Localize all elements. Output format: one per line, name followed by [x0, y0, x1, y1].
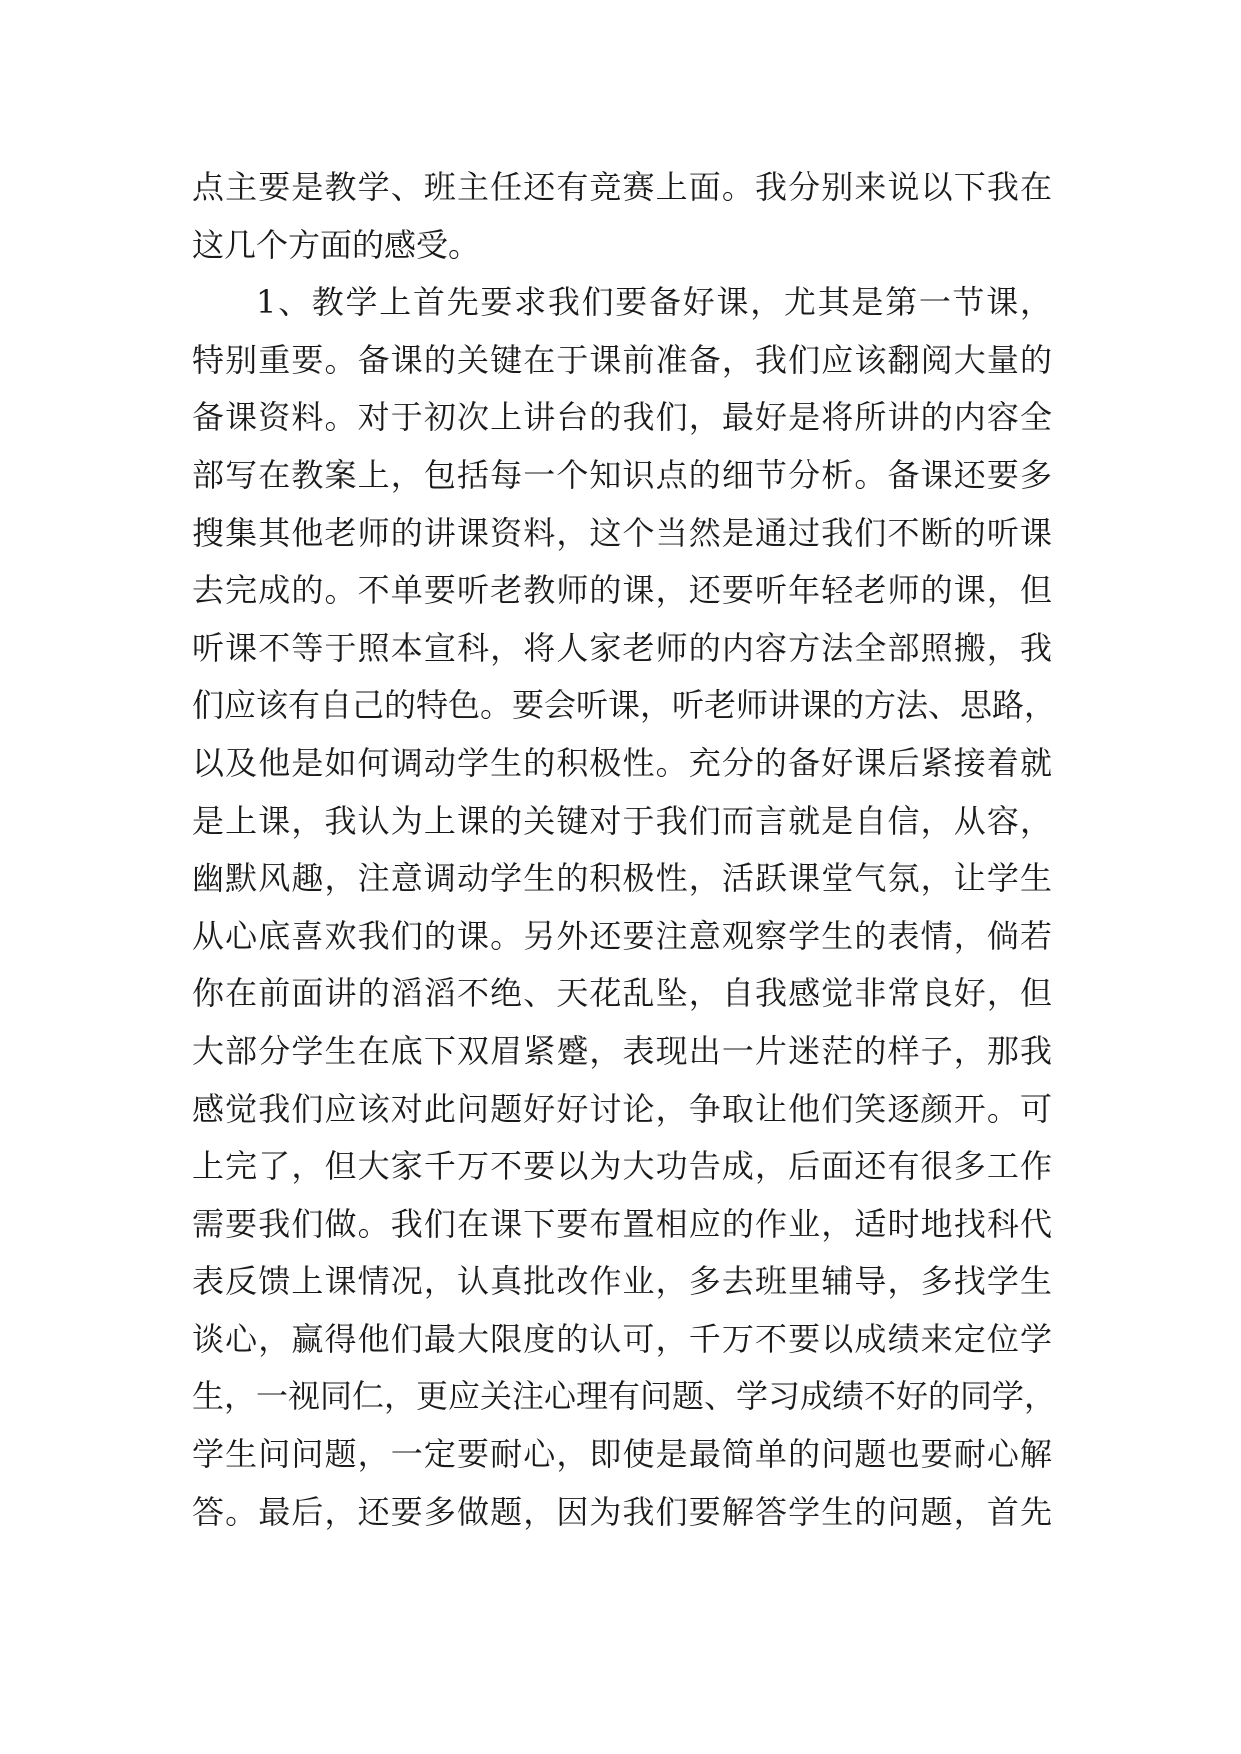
text-line: 去完成的。不单要听老教师的课，还要听年轻老师的课，但: [192, 571, 1052, 610]
text-line: 部写在教案上，包括每一个知识点的细节分析。备课还要多: [192, 455, 1052, 494]
text-line: 你在前面讲的滔滔不绝、天花乱坠，自我感觉非常良好，但: [192, 974, 1052, 1013]
text-line: 幽默风趣，注意调动学生的积极性，活跃课堂气氛，让学生: [192, 859, 1052, 898]
text-line: 学生问问题，一定要耐心，即使是最简单的问题也要耐心解: [192, 1435, 1052, 1474]
text-line: 生，一视同仁，更应关注心理有问题、学习成绩不好的同学，: [192, 1377, 1057, 1416]
text-line: 谈心，赢得他们最大限度的认可，千万不要以成绩来定位学: [192, 1319, 1052, 1358]
text-line: 感觉我们应该对此问题好好讨论，争取让他们笑逐颜开。可: [192, 1089, 1052, 1128]
body-text: [192, 159, 1057, 1541]
text-line: 是上课，我认为上课的关键对于我们而言就是自信，从容，: [192, 801, 1052, 840]
text-line: 这几个方面的感受。: [192, 225, 481, 264]
text-line: 需要我们做。我们在课下要布置相应的作业，适时地找科代: [192, 1204, 1052, 1243]
text-line: 听课不等于照本宣科，将人家老师的内容方法全部照搬，我: [192, 628, 1052, 667]
text-line: 搜集其他老师的讲课资料，这个当然是通过我们不断的听课: [192, 513, 1052, 552]
text-line: 以及他是如何调动学生的积极性。充分的备好课后紧接着就: [192, 743, 1052, 782]
text-line: 备课资料。对于初次上讲台的我们，最好是将所讲的内容全: [192, 398, 1052, 437]
text-line: 从心底喜欢我们的课。另外还要注意观察学生的表情，倘若: [192, 916, 1052, 955]
text-line: 特别重要。备课的关键在于课前准备，我们应该翻阅大量的: [192, 340, 1052, 379]
text-line: 们应该有自己的特色。要会听课，听老师讲课的方法、思路，: [192, 686, 1057, 725]
text-line: 点主要是教学、班主任还有竞赛上面。我分别来说以下我在: [192, 168, 1052, 206]
text-line: 1、教学上首先要求我们要备好课，尤其是第一节课，: [256, 283, 1052, 322]
text-line: 答。最后，还要多做题，因为我们要解答学生的问题，首先: [192, 1492, 1052, 1531]
text-line: 大部分学生在底下双眉紧蹙，表现出一片迷茫的样子，那我: [192, 1031, 1052, 1070]
text-line: 表反馈上课情况，认真批改作业，多去班里辅导，多找学生: [192, 1262, 1052, 1301]
text-line: 上完了，但大家千万不要以为大功告成，后面还有很多工作: [192, 1147, 1052, 1186]
